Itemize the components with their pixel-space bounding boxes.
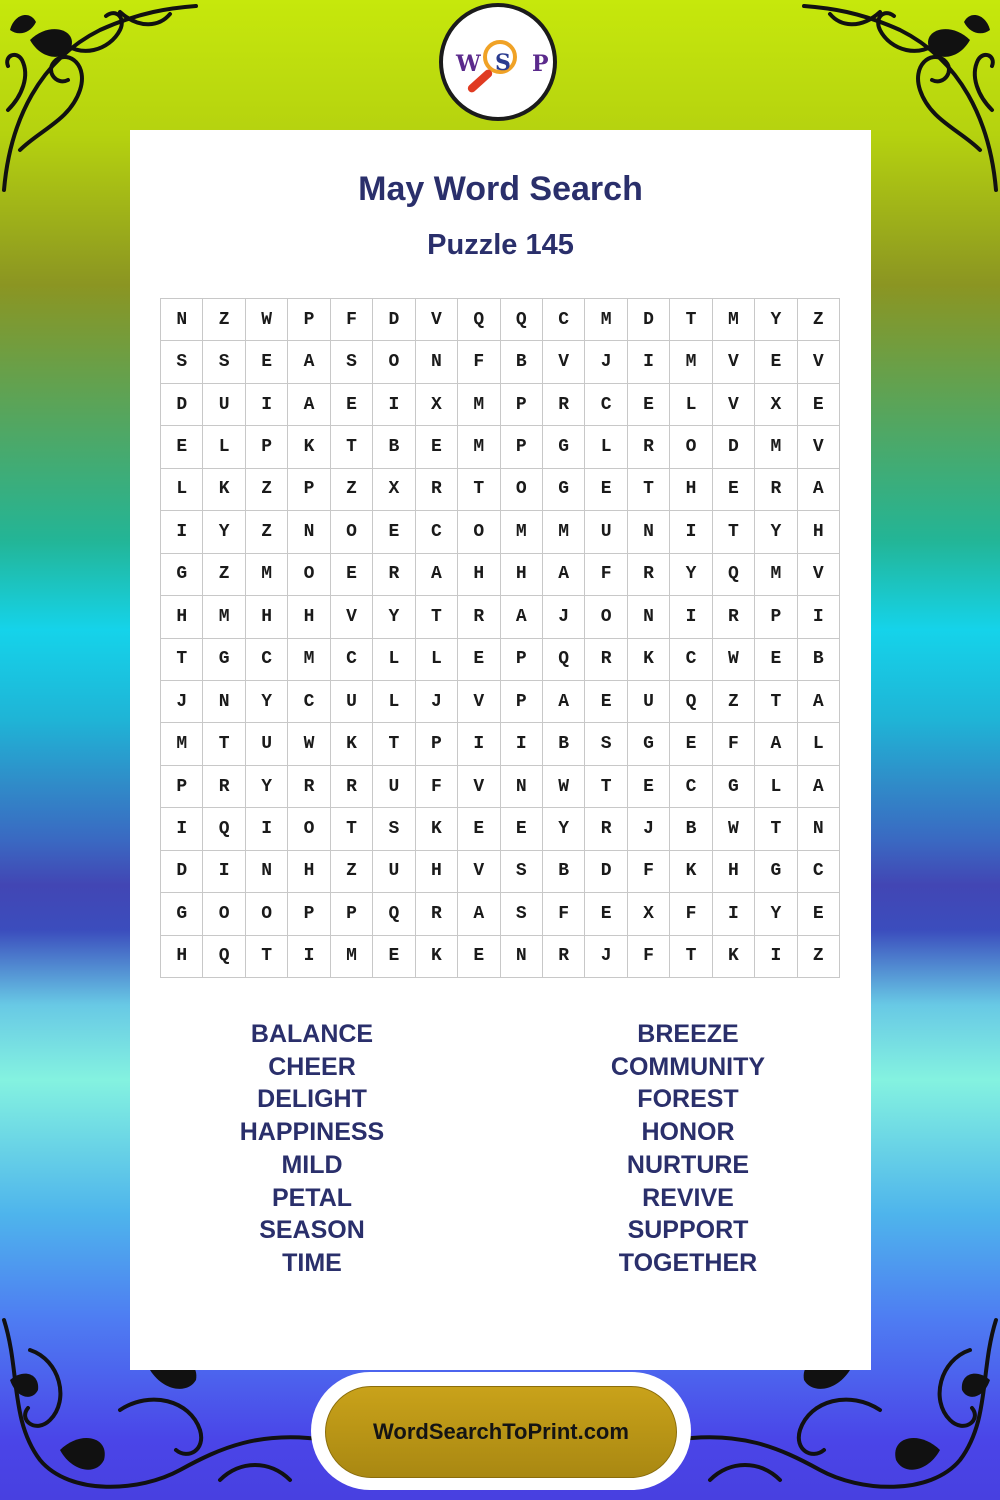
word-list-item: BREEZE (637, 1020, 739, 1048)
grid-cell: V (458, 766, 500, 808)
grid-cell: G (161, 893, 203, 935)
grid-cell: C (288, 681, 330, 723)
word-list-item: COMMUNITY (610, 1052, 766, 1081)
grid-cell: C (670, 639, 712, 681)
grid-cell: F (628, 851, 670, 893)
grid-cell: L (798, 723, 840, 765)
grid-cell: L (585, 426, 627, 468)
logo-letter-s: S (495, 50, 511, 76)
grid-cell: B (543, 851, 585, 893)
grid-cell: C (543, 299, 585, 341)
grid-cell: C (416, 511, 458, 553)
letter-grid (160, 298, 840, 978)
grid-cell: O (288, 554, 330, 596)
grid-cell: Z (203, 554, 245, 596)
grid-cell: Q (543, 639, 585, 681)
grid-cell: M (458, 426, 500, 468)
grid-cell: D (161, 384, 203, 426)
grid-cell: A (543, 681, 585, 723)
grid-cell: N (501, 766, 543, 808)
grid-cell: A (755, 723, 797, 765)
grid-cell: R (755, 469, 797, 511)
grid-cell: P (501, 681, 543, 723)
grid-cell: H (288, 596, 330, 638)
grid-cell: C (246, 639, 288, 681)
grid-cell: C (585, 384, 627, 426)
grid-cell: T (331, 426, 373, 468)
grid-cell: Q (203, 936, 245, 978)
grid-cell: R (628, 554, 670, 596)
grid-cell: W (543, 766, 585, 808)
word-list-item: TOGETHER (618, 1248, 758, 1277)
grid-cell: E (585, 469, 627, 511)
grid-cell: H (670, 469, 712, 511)
grid-cell: E (798, 384, 840, 426)
grid-cell: E (416, 426, 458, 468)
grid-cell: P (331, 893, 373, 935)
grid-cell: J (416, 681, 458, 723)
grid-cell: H (798, 511, 840, 553)
puzzle-title: May Word Search (358, 170, 643, 208)
grid-cell: S (373, 808, 415, 850)
grid-cell: M (288, 639, 330, 681)
grid-cell: R (585, 808, 627, 850)
grid-cell: E (458, 936, 500, 978)
grid-cell: T (416, 596, 458, 638)
grid-cell: K (331, 723, 373, 765)
grid-cell: E (331, 384, 373, 426)
grid-cell: S (585, 723, 627, 765)
grid-cell: Z (798, 299, 840, 341)
grid-cell: I (203, 851, 245, 893)
grid-cell: T (585, 766, 627, 808)
grid-cell: L (161, 469, 203, 511)
grid-cell: E (501, 808, 543, 850)
word-list-item: BALANCE (250, 1020, 374, 1048)
grid-cell: I (161, 511, 203, 553)
grid-cell: U (203, 384, 245, 426)
grid-cell: E (373, 936, 415, 978)
grid-cell: L (203, 426, 245, 468)
grid-cell: X (373, 469, 415, 511)
word-list-left (162, 1018, 462, 1280)
puzzle-card (130, 130, 871, 1370)
grid-cell: A (798, 766, 840, 808)
grid-cell: S (161, 341, 203, 383)
word-list-item: CHEER (268, 1052, 356, 1081)
grid-cell: W (713, 639, 755, 681)
grid-cell: G (628, 723, 670, 765)
website-link-button[interactable]: WordSearchToPrint.com (325, 1386, 677, 1478)
grid-cell: R (416, 469, 458, 511)
grid-cell: E (585, 893, 627, 935)
grid-cell: T (755, 681, 797, 723)
grid-cell: O (458, 511, 500, 553)
grid-cell: J (585, 936, 627, 978)
grid-cell: S (203, 341, 245, 383)
grid-cell: H (288, 851, 330, 893)
grid-cell: E (331, 554, 373, 596)
grid-cell: R (416, 893, 458, 935)
grid-cell: V (416, 299, 458, 341)
grid-cell: Z (331, 469, 373, 511)
grid-cell: M (203, 596, 245, 638)
grid-cell: U (373, 851, 415, 893)
grid-cell: K (288, 426, 330, 468)
grid-cell: H (416, 851, 458, 893)
grid-cell: O (585, 596, 627, 638)
grid-cell: A (798, 681, 840, 723)
grid-cell: M (331, 936, 373, 978)
grid-cell: A (501, 596, 543, 638)
grid-cell: R (543, 384, 585, 426)
grid-cell: S (331, 341, 373, 383)
grid-cell: X (416, 384, 458, 426)
grid-cell: M (543, 511, 585, 553)
grid-cell: X (755, 384, 797, 426)
grid-cell: G (203, 639, 245, 681)
grid-cell: H (713, 851, 755, 893)
grid-cell: D (585, 851, 627, 893)
grid-cell: U (246, 723, 288, 765)
grid-cell: W (288, 723, 330, 765)
grid-cell: M (713, 299, 755, 341)
word-list-item: SEASON (259, 1216, 365, 1245)
grid-cell: E (755, 341, 797, 383)
grid-cell: L (755, 766, 797, 808)
grid-cell: I (161, 808, 203, 850)
grid-cell: N (246, 851, 288, 893)
grid-cell: I (288, 936, 330, 978)
grid-cell: F (331, 299, 373, 341)
grid-cell: L (416, 639, 458, 681)
grid-cell: T (246, 936, 288, 978)
grid-cell: R (331, 766, 373, 808)
grid-cell: O (288, 808, 330, 850)
grid-cell: K (628, 639, 670, 681)
grid-cell: Z (246, 511, 288, 553)
grid-cell: K (416, 808, 458, 850)
word-list-item: TIME (282, 1248, 342, 1277)
grid-cell: R (585, 639, 627, 681)
wsp-logo (439, 3, 557, 121)
puzzle-number: Puzzle 145 (427, 229, 574, 261)
grid-cell: V (713, 384, 755, 426)
grid-cell: T (373, 723, 415, 765)
grid-cell: K (416, 936, 458, 978)
grid-cell: Z (331, 851, 373, 893)
grid-cell: P (288, 469, 330, 511)
grid-cell: F (458, 341, 500, 383)
grid-cell: C (331, 639, 373, 681)
grid-cell: P (501, 426, 543, 468)
grid-cell: A (288, 341, 330, 383)
grid-cell: Q (203, 808, 245, 850)
grid-cell: X (628, 893, 670, 935)
grid-cell: H (246, 596, 288, 638)
grid-cell: O (670, 426, 712, 468)
grid-cell: I (246, 808, 288, 850)
grid-cell: W (713, 808, 755, 850)
grid-cell: I (670, 511, 712, 553)
grid-cell: K (203, 469, 245, 511)
grid-cell: M (501, 511, 543, 553)
grid-cell: Y (246, 766, 288, 808)
grid-cell: I (755, 936, 797, 978)
grid-cell: T (203, 723, 245, 765)
grid-cell: T (161, 639, 203, 681)
grid-cell: I (501, 723, 543, 765)
grid-cell: B (501, 341, 543, 383)
grid-cell: E (798, 893, 840, 935)
grid-cell: D (161, 851, 203, 893)
grid-cell: V (331, 596, 373, 638)
grid-cell: G (543, 426, 585, 468)
grid-cell: E (161, 426, 203, 468)
grid-cell: J (585, 341, 627, 383)
grid-cell: Y (203, 511, 245, 553)
grid-cell: I (713, 893, 755, 935)
grid-cell: B (798, 639, 840, 681)
grid-cell: B (543, 723, 585, 765)
grid-cell: R (628, 426, 670, 468)
grid-cell: Z (713, 681, 755, 723)
grid-cell: T (670, 299, 712, 341)
grid-cell: F (543, 893, 585, 935)
logo-letter-p: P (532, 51, 549, 77)
grid-cell: G (755, 851, 797, 893)
word-list-item: MILD (281, 1150, 343, 1179)
grid-cell: G (161, 554, 203, 596)
grid-cell: Q (458, 299, 500, 341)
grid-cell: E (713, 469, 755, 511)
grid-cell: Y (543, 808, 585, 850)
grid-cell: M (246, 554, 288, 596)
grid-cell: U (373, 766, 415, 808)
grid-cell: V (798, 554, 840, 596)
word-list-item: DELIGHT (257, 1085, 367, 1114)
grid-cell: Y (670, 554, 712, 596)
grid-cell: D (713, 426, 755, 468)
grid-cell: T (331, 808, 373, 850)
grid-cell: W (246, 299, 288, 341)
grid-cell: T (755, 808, 797, 850)
grid-cell: U (628, 681, 670, 723)
grid-cell: I (246, 384, 288, 426)
grid-cell: R (373, 554, 415, 596)
grid-cell: Y (246, 681, 288, 723)
grid-cell: H (161, 936, 203, 978)
grid-cell: Q (501, 299, 543, 341)
grid-cell: V (458, 681, 500, 723)
grid-cell: E (670, 723, 712, 765)
grid-cell: A (288, 384, 330, 426)
grid-cell: M (670, 341, 712, 383)
grid-cell: Y (755, 893, 797, 935)
grid-cell: E (458, 808, 500, 850)
grid-cell: H (458, 554, 500, 596)
grid-cell: E (628, 766, 670, 808)
grid-cell: A (798, 469, 840, 511)
grid-cell: E (246, 341, 288, 383)
grid-cell: E (755, 639, 797, 681)
grid-cell: F (585, 554, 627, 596)
grid-cell: S (501, 851, 543, 893)
grid-cell: V (458, 851, 500, 893)
grid-cell: R (288, 766, 330, 808)
grid-cell: Z (203, 299, 245, 341)
grid-cell: R (543, 936, 585, 978)
grid-cell: O (501, 469, 543, 511)
grid-cell: Q (713, 554, 755, 596)
grid-cell: G (543, 469, 585, 511)
grid-cell: B (670, 808, 712, 850)
grid-cell: T (670, 936, 712, 978)
grid-cell: N (203, 681, 245, 723)
grid-cell: O (373, 341, 415, 383)
grid-cell: E (373, 511, 415, 553)
word-list-right (538, 1018, 838, 1280)
word-list-item: FOREST (637, 1085, 739, 1114)
word-list-item: REVIVE (642, 1183, 734, 1212)
word-list-item: PETAL (271, 1183, 353, 1212)
grid-cell: S (501, 893, 543, 935)
grid-cell: I (670, 596, 712, 638)
grid-cell: N (628, 596, 670, 638)
word-list-item: NURTURE (626, 1150, 750, 1179)
grid-cell: C (798, 851, 840, 893)
grid-cell: Y (373, 596, 415, 638)
grid-cell: K (713, 936, 755, 978)
grid-cell: P (288, 299, 330, 341)
grid-cell: H (161, 596, 203, 638)
grid-cell: F (416, 766, 458, 808)
grid-cell: N (501, 936, 543, 978)
grid-cell: F (713, 723, 755, 765)
grid-cell: Z (798, 936, 840, 978)
grid-cell: L (670, 384, 712, 426)
grid-cell: E (458, 639, 500, 681)
grid-cell: A (458, 893, 500, 935)
grid-cell: L (373, 681, 415, 723)
grid-cell: G (713, 766, 755, 808)
grid-cell: N (416, 341, 458, 383)
grid-cell: P (501, 639, 543, 681)
grid-cell: P (501, 384, 543, 426)
grid-cell: T (628, 469, 670, 511)
grid-cell: N (798, 808, 840, 850)
word-list-item: HONOR (641, 1118, 735, 1147)
grid-cell: B (373, 426, 415, 468)
grid-cell: R (458, 596, 500, 638)
logo-letter-w: W (456, 51, 481, 77)
grid-cell: Y (755, 511, 797, 553)
grid-cell: V (798, 426, 840, 468)
grid-cell: N (161, 299, 203, 341)
grid-cell: U (331, 681, 373, 723)
grid-cell: A (543, 554, 585, 596)
grid-cell: F (670, 893, 712, 935)
word-list-item: SUPPORT (627, 1216, 749, 1245)
grid-cell: P (755, 596, 797, 638)
grid-cell: I (798, 596, 840, 638)
grid-cell: V (713, 341, 755, 383)
grid-cell: T (458, 469, 500, 511)
grid-cell: Q (373, 893, 415, 935)
grid-cell: L (373, 639, 415, 681)
grid-cell: C (670, 766, 712, 808)
grid-cell: V (798, 341, 840, 383)
grid-cell: Q (670, 681, 712, 723)
grid-cell: O (246, 893, 288, 935)
grid-cell: D (628, 299, 670, 341)
grid-cell: Y (755, 299, 797, 341)
grid-cell: E (628, 384, 670, 426)
grid-cell: I (373, 384, 415, 426)
grid-cell: J (543, 596, 585, 638)
grid-cell: O (331, 511, 373, 553)
grid-cell: V (543, 341, 585, 383)
grid-cell: J (161, 681, 203, 723)
grid-cell: M (755, 554, 797, 596)
grid-cell: R (713, 596, 755, 638)
grid-cell: N (288, 511, 330, 553)
grid-cell: R (203, 766, 245, 808)
grid-cell: D (373, 299, 415, 341)
grid-cell: M (585, 299, 627, 341)
grid-cell: M (755, 426, 797, 468)
grid-cell: P (288, 893, 330, 935)
grid-cell: O (203, 893, 245, 935)
grid-cell: T (713, 511, 755, 553)
grid-cell: F (628, 936, 670, 978)
grid-cell: J (628, 808, 670, 850)
grid-cell: M (458, 384, 500, 426)
grid-cell: P (246, 426, 288, 468)
grid-cell: P (416, 723, 458, 765)
grid-cell: K (670, 851, 712, 893)
grid-cell: A (416, 554, 458, 596)
grid-cell: N (628, 511, 670, 553)
grid-cell: M (161, 723, 203, 765)
grid-cell: U (585, 511, 627, 553)
word-list-item: HAPPINESS (239, 1118, 385, 1147)
grid-cell: E (585, 681, 627, 723)
grid-cell: I (628, 341, 670, 383)
grid-cell: Z (246, 469, 288, 511)
grid-cell: H (501, 554, 543, 596)
grid-cell: P (161, 766, 203, 808)
grid-cell: I (458, 723, 500, 765)
